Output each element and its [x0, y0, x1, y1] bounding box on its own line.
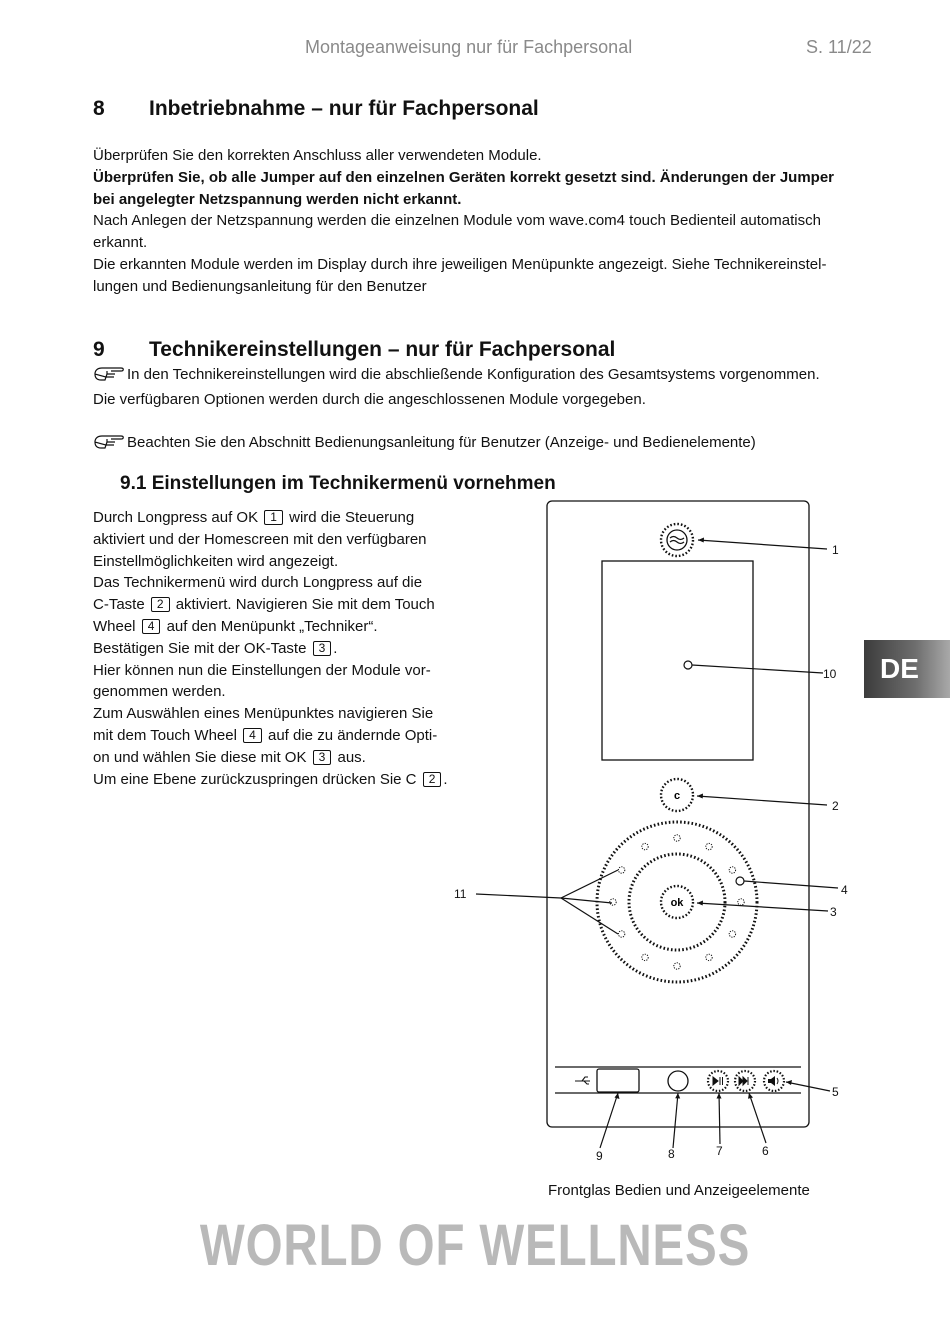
wheel-dot [618, 867, 624, 873]
callout-9: 9 [596, 1149, 603, 1163]
play-pause-icon [708, 1071, 728, 1091]
wheel-dot [738, 899, 744, 905]
section-9-title: Technikereinstellungen – nur für Fachpersonal [149, 338, 616, 361]
wheel-dot [706, 954, 712, 960]
s91-text: auf den Menüpunkt „Techniker“. [166, 617, 378, 635]
s91-text: auf die zu ändernde Opti- [267, 726, 438, 744]
s8-line: Überprüfen Sie den korrekten Anschluss aller verwendeten Module. [93, 147, 542, 164]
callout-8: 8 [668, 1147, 675, 1161]
s91-text: Bestätigen Sie mit der OK-Taste [93, 639, 307, 657]
wheel-dot [618, 931, 624, 937]
s91-text: aktiviert. Navigieren Sie mit dem Touch [175, 596, 435, 614]
round-button-icon [668, 1071, 688, 1091]
section-8-body [93, 145, 873, 298]
s91-text: C-Taste [93, 596, 145, 614]
wheel-dot [610, 899, 616, 905]
wave-logo-button [661, 524, 693, 556]
callout-3: 3 [830, 905, 837, 919]
s91-text: genommen werden. [93, 683, 226, 701]
display-screen [602, 561, 753, 760]
wheel-dot [729, 867, 735, 873]
display-marker [684, 661, 692, 669]
wheel-dot [674, 835, 680, 841]
key-ref-badge: 1 [264, 510, 283, 525]
section-8-number: 8 [93, 97, 105, 120]
s91-text: aktiviert und der Homescreen mit den verfügbaren [93, 530, 427, 548]
s9-note-line: Die verfügbaren Optionen werden durch die angeschlossenen Module vorgegeben. [93, 390, 646, 408]
callout-2: 2 [832, 799, 839, 813]
s91-text: Wheel [93, 617, 136, 635]
s91-text: Das Technikermenü wird durch Longpress auf die [93, 574, 423, 592]
section-9-1-body [93, 507, 493, 790]
s8-bold-line: bei angelegter Netzspannung werden nicht erkannt. [93, 190, 462, 208]
footer-brand: WORLD OF WELLNESS [199, 1213, 751, 1278]
s9-note-line: Beachten Sie den Abschnitt Bedienungsanleitung für Benutzer (Anzeige- und Bedienelemente) [127, 433, 756, 451]
section-9-number: 9 [93, 338, 105, 361]
pointing-hand-icon [93, 364, 127, 389]
section-9-1-heading: 9.1 Einstellungen im Technikermenü vornehmen [120, 473, 556, 494]
section-9-heading [93, 338, 615, 362]
key-ref-badge: 3 [313, 750, 332, 765]
usb-port-slot [597, 1069, 639, 1092]
s91-text: on und wählen Sie diese mit OK [93, 748, 307, 766]
running-header-title: Montageanweisung nur für Fachpersonal [305, 37, 633, 57]
s8-line: Nach Anlegen der Netzspannung werden die einzelnen Module vom wave.com4 touch Bedienteil automatisch [93, 212, 821, 230]
callout-5: 5 [832, 1085, 839, 1099]
callout-11: 11 [454, 887, 467, 901]
callout-6: 6 [762, 1144, 769, 1158]
s91-text: Hier können nun die Einstellungen der Module vor- [93, 661, 431, 679]
ok-button-icon [661, 886, 693, 918]
ok-button-label: ok [670, 897, 684, 909]
wheel-dot [729, 931, 735, 937]
c-button-icon [661, 779, 693, 811]
s8-line: erkannt. [93, 234, 148, 252]
section-8-heading [93, 97, 539, 121]
callout-7: 7 [716, 1144, 723, 1158]
key-ref-badge: 3 [313, 641, 332, 656]
s91-text: . [333, 639, 338, 657]
callout-4: 4 [841, 883, 848, 897]
panel-frame [547, 501, 809, 1127]
wheel-dot [674, 963, 680, 969]
key-ref-badge: 4 [142, 619, 161, 634]
s91-text: Einstellmöglichkeiten wird angezeigt. [93, 552, 339, 570]
wheel-dot [706, 843, 712, 849]
s8-bold-line: Überprüfen Sie, ob alle Jumper auf den einzelnen Geräten korrekt gesetzt sind. Änderungen der Jumper [93, 168, 834, 186]
s8-line: lungen und Bedienungsanleitung für den Benutzer [93, 277, 427, 295]
wheel-marker [736, 877, 744, 885]
key-ref-badge: 2 [423, 772, 442, 787]
skip-forward-icon [735, 1071, 755, 1091]
front-panel-diagram [440, 495, 870, 1175]
callout-10: 10 [823, 667, 837, 681]
s91-text: . [443, 770, 448, 788]
leader-lines [476, 540, 838, 1148]
s9-note-line: In den Technikereinstellungen wird die abschließende Konfiguration des Gesamtsystems vorgenommen. [127, 366, 820, 383]
usb-icon [575, 1077, 590, 1084]
volume-icon [764, 1071, 784, 1091]
s91-text: Durch Longpress auf OK [93, 509, 259, 526]
c-button-label: c [673, 790, 681, 802]
page-number: S. 11/22 [806, 37, 872, 57]
s91-text: wird die Steuerung [289, 509, 415, 526]
figure-caption: Frontglas Bedien und Anzeigeelemente [548, 1182, 810, 1199]
s8-line: Die erkannten Module werden im Display durch ihre jeweiligen Menüpunkte angezeigt. Siehe Technikereinstel- [93, 255, 827, 273]
pointing-hand-icon [93, 432, 127, 457]
wheel-dot [642, 954, 648, 960]
leader-arrowheads [615, 538, 793, 1100]
section-9-body [93, 364, 873, 456]
key-ref-badge: 4 [243, 728, 262, 743]
language-tab: DE [864, 640, 950, 698]
section-8-title: Inbetriebnahme – nur für Fachpersonal [149, 97, 539, 120]
s91-text: aus. [337, 748, 366, 766]
s91-text: Zum Auswählen eines Menüpunktes navigieren Sie [93, 705, 434, 723]
s91-text: Um eine Ebene zurückzuspringen drücken Sie C [93, 770, 417, 788]
callout-1: 1 [832, 543, 839, 557]
key-ref-badge: 2 [151, 597, 170, 612]
s91-text: mit dem Touch Wheel [93, 726, 237, 744]
wheel-dot [642, 843, 648, 849]
